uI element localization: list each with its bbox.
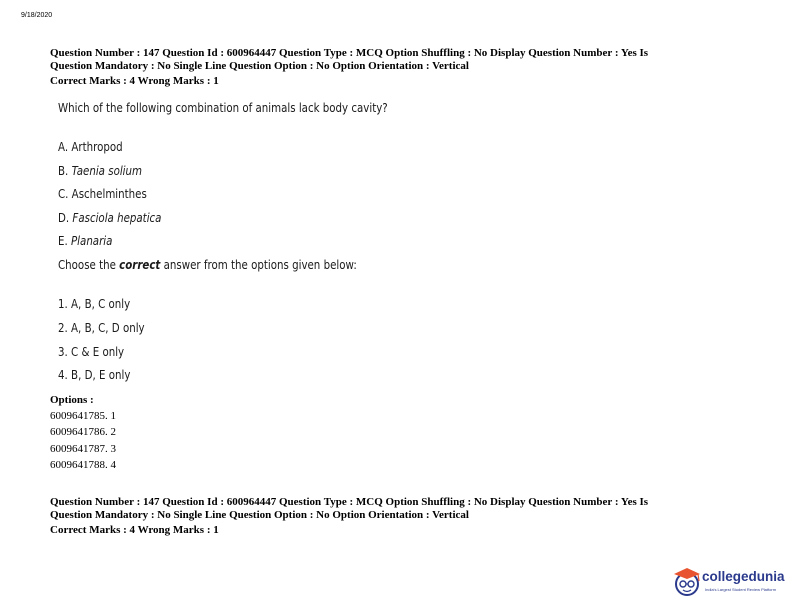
prompt-emphasis: correct bbox=[119, 257, 161, 272]
graduate-mascot-icon bbox=[672, 565, 702, 599]
statement-letter: E. bbox=[58, 233, 68, 248]
answer-choice-2: 2. A, B, C, D only bbox=[58, 320, 145, 335]
statement-name: Taenia solium bbox=[71, 163, 143, 178]
option-id-4: 6009641788. 4 bbox=[50, 459, 116, 471]
statement-d bbox=[58, 210, 161, 225]
options-label: Options : bbox=[50, 394, 94, 406]
statement-letter: A. bbox=[58, 139, 69, 154]
logo-wordmark: collegedunia bbox=[702, 569, 785, 584]
collegedunia-logo bbox=[672, 563, 788, 601]
statement-letter: D. bbox=[58, 210, 70, 225]
question-meta-block-1 bbox=[50, 47, 740, 88]
statement-name: Arthropod bbox=[71, 139, 123, 154]
option-id-2: 6009641786. 2 bbox=[50, 426, 116, 438]
option-id-3: 6009641787. 3 bbox=[50, 443, 116, 455]
statement-a bbox=[58, 139, 123, 154]
answer-choice-3: 3. C & E only bbox=[58, 344, 125, 359]
meta-line-1: Question Number : 147 Question Id : 600964447 Question Type : MCQ Option Shuffling : No Display Question Number : Yes Is bbox=[50, 47, 649, 59]
statement-letter: B. bbox=[58, 163, 69, 178]
meta-line-1: Question Number : 147 Question Id : 600964447 Question Type : MCQ Option Shuffling : No Display Question Number : Yes Is bbox=[50, 496, 649, 508]
statement-letter: C. bbox=[58, 186, 69, 201]
print-date: 9/18/2020 bbox=[21, 12, 53, 19]
meta-line-2: Question Mandatory : No Single Line Question Option : No Option Orientation : Vertical bbox=[50, 60, 469, 72]
logo-tagline: India's Largest Student Review Platform bbox=[705, 587, 777, 592]
statement-name: Fasciola hepatica bbox=[72, 210, 162, 225]
statement-e bbox=[58, 233, 112, 248]
statement-name: Aschelminthes bbox=[71, 186, 147, 201]
marks-line: Correct Marks : 4 Wrong Marks : 1 bbox=[50, 524, 219, 536]
answer-choice-1: 1. A, B, C only bbox=[58, 296, 131, 311]
question-meta-block-2 bbox=[50, 496, 740, 537]
statement-b bbox=[58, 163, 142, 178]
statement-c bbox=[58, 186, 147, 201]
marks-line: Correct Marks : 4 Wrong Marks : 1 bbox=[50, 75, 219, 87]
option-id-1: 6009641785. 1 bbox=[50, 410, 116, 422]
answer-choice-4: 4. B, D, E only bbox=[58, 367, 131, 382]
question-text: Which of the following combination of animals lack body cavity? bbox=[58, 100, 388, 115]
statement-name: Planaria bbox=[71, 233, 113, 248]
meta-line-2: Question Mandatory : No Single Line Question Option : No Option Orientation : Vertical bbox=[50, 509, 469, 521]
answer-prompt: Choose the correct answer from the options given below: bbox=[58, 257, 357, 272]
